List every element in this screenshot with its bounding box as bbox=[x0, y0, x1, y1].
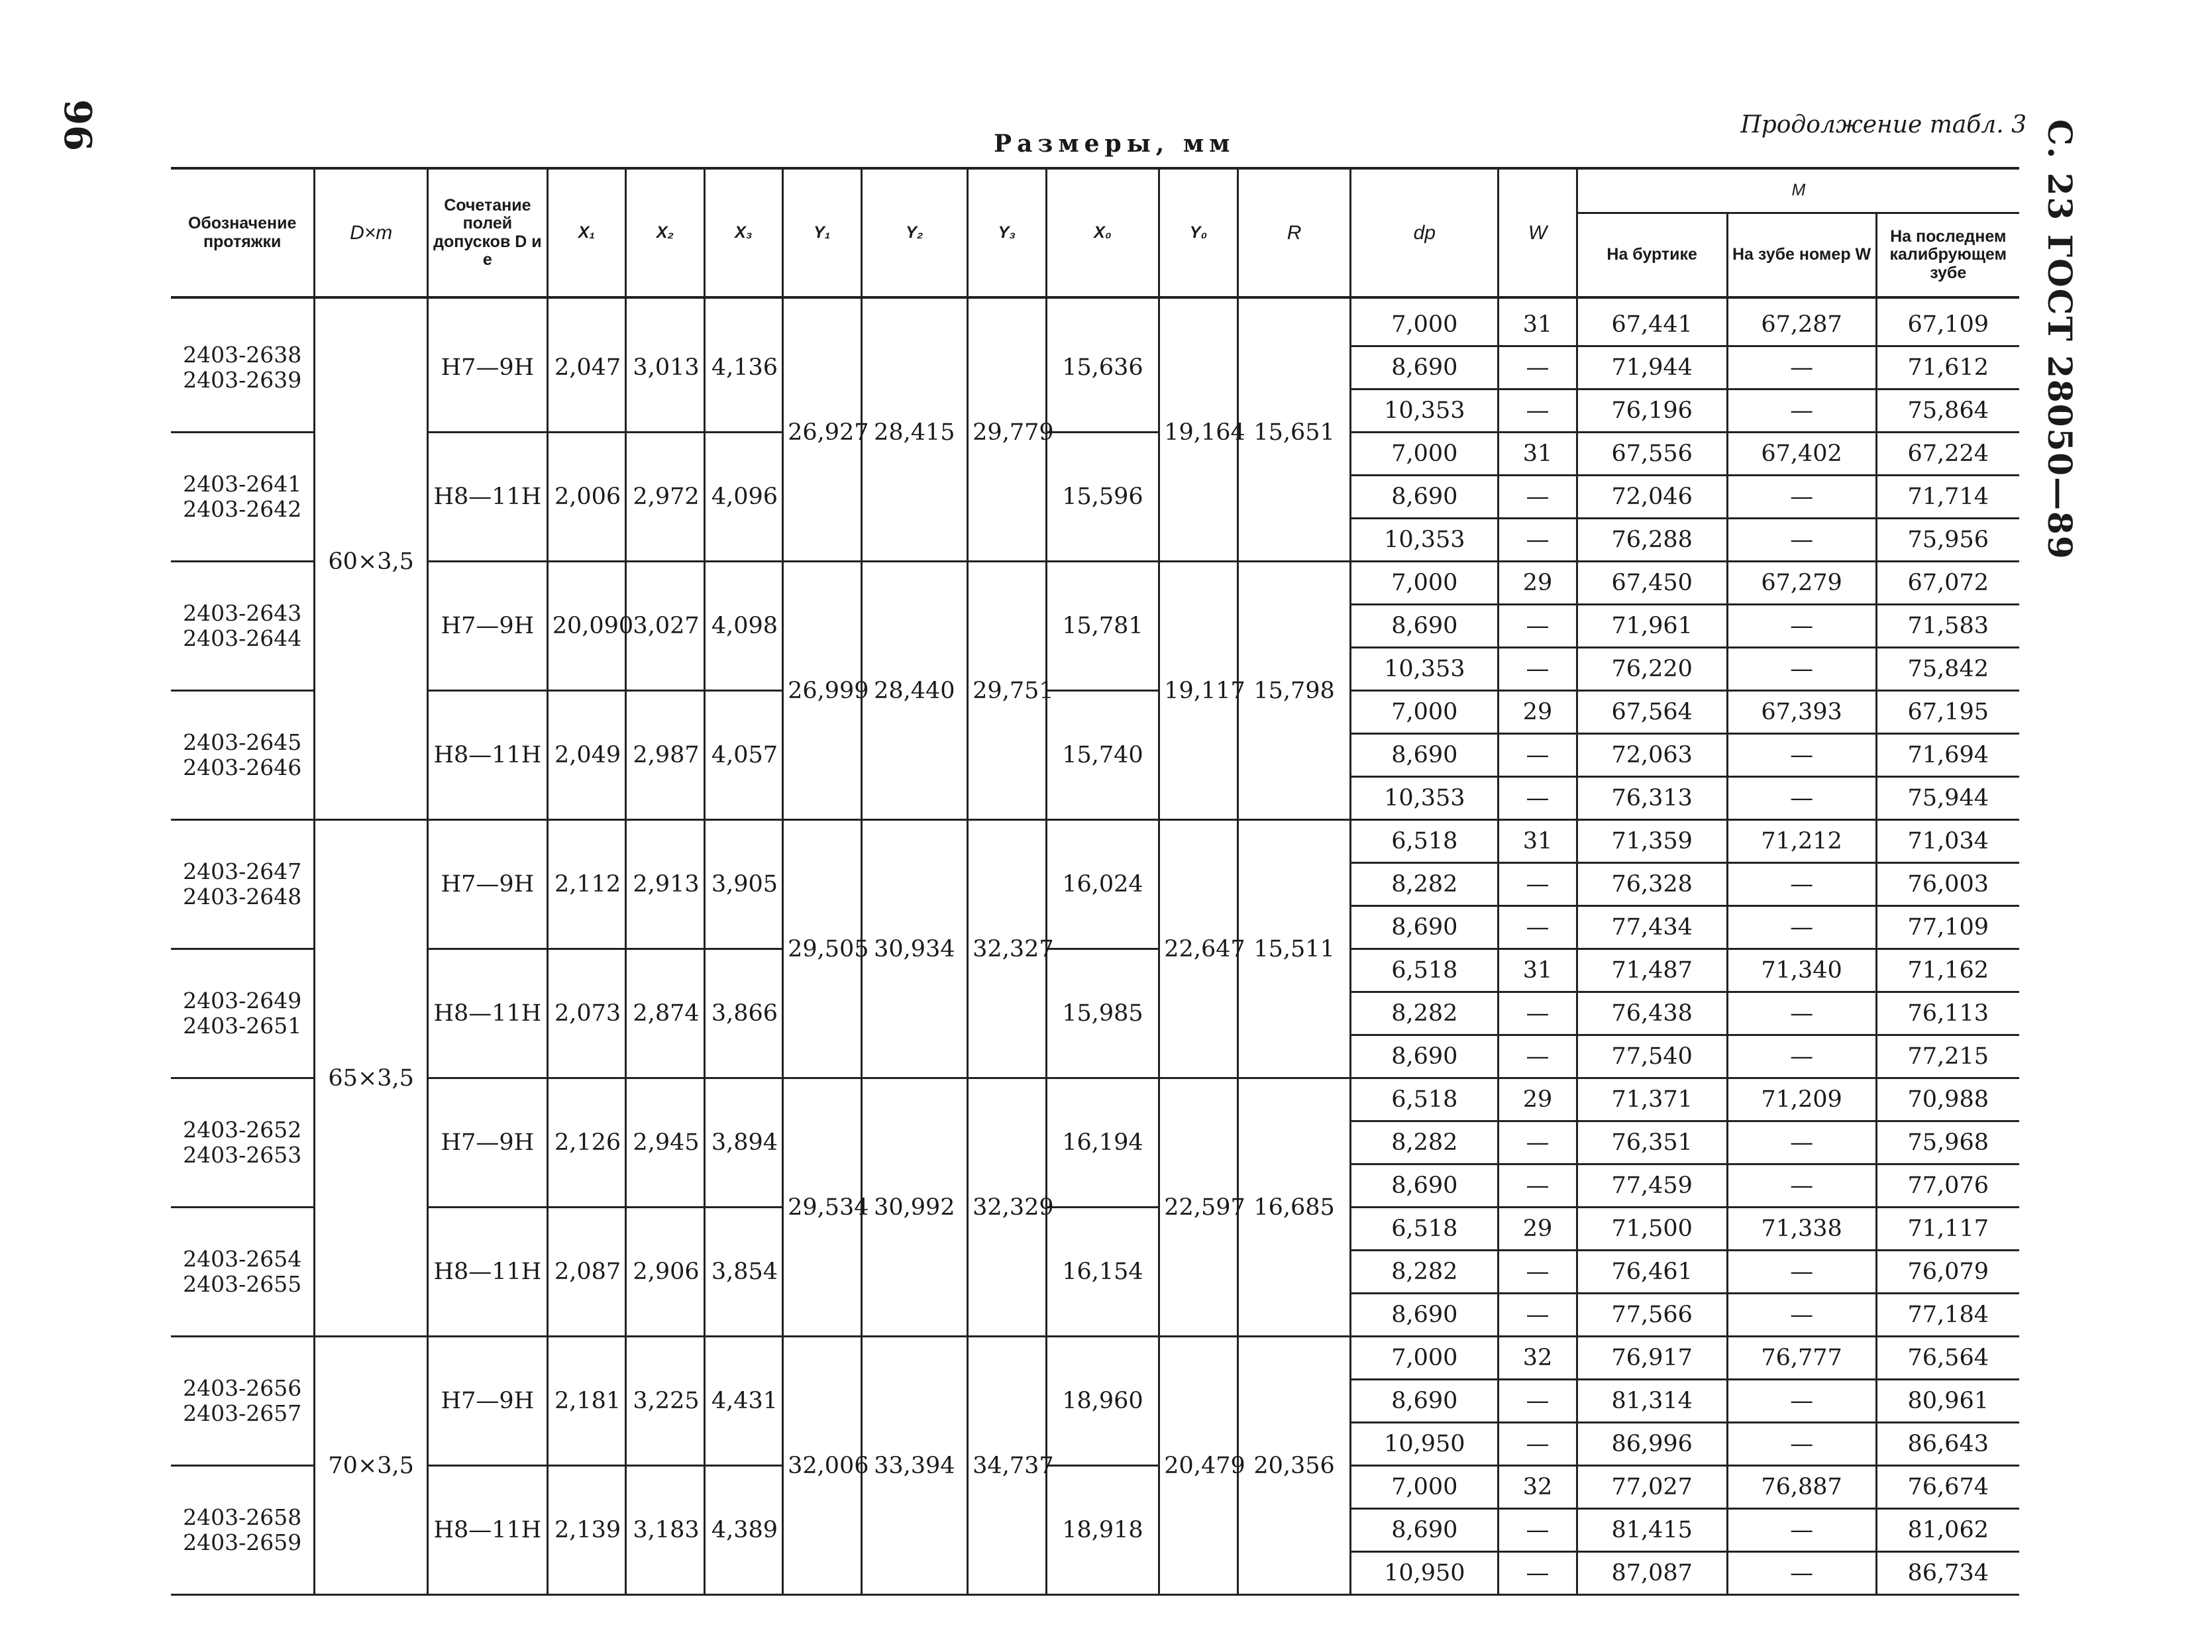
dp-cell: 10,950 bbox=[1351, 1423, 1499, 1466]
table-row bbox=[171, 1208, 2019, 1251]
designation-cell: 2403-2647 2403-2648 bbox=[171, 820, 315, 949]
x3-cell: 3,894 bbox=[704, 1078, 782, 1208]
x1-cell: 20,090 bbox=[547, 562, 625, 691]
dp-cell: 7,000 bbox=[1351, 1466, 1499, 1509]
dp-cell: 6,518 bbox=[1351, 1208, 1499, 1251]
y0-cell: 19,117 bbox=[1159, 562, 1238, 820]
m-collar-cell: 76,328 bbox=[1577, 863, 1727, 906]
m-tooth-cell: — bbox=[1727, 648, 1876, 691]
fit-cell: H7—9H bbox=[428, 297, 548, 433]
y2-cell: 28,440 bbox=[861, 562, 968, 820]
m-tooth-cell: 71,209 bbox=[1727, 1078, 1876, 1121]
x0-cell: 15,596 bbox=[1046, 433, 1159, 562]
m-collar-cell: 71,359 bbox=[1577, 820, 1727, 863]
header-m-collar: На буртике bbox=[1577, 213, 1727, 298]
dp-cell: 8,282 bbox=[1351, 992, 1499, 1035]
w-cell: — bbox=[1499, 605, 1577, 648]
m-tooth-cell: 76,777 bbox=[1727, 1337, 1876, 1380]
sizes-label: Размеры, мм bbox=[994, 130, 1236, 158]
y1-cell: 32,006 bbox=[783, 1337, 861, 1595]
w-cell: 32 bbox=[1499, 1337, 1577, 1380]
w-cell: — bbox=[1499, 476, 1577, 519]
m-collar-cell: 67,556 bbox=[1577, 433, 1727, 476]
m-tooth-cell: — bbox=[1727, 1294, 1876, 1337]
broach-dimensions-table bbox=[171, 167, 2019, 1596]
m-tooth-cell: — bbox=[1727, 1552, 1876, 1595]
w-cell: 32 bbox=[1499, 1466, 1577, 1509]
table-row bbox=[171, 691, 2019, 734]
w-cell: — bbox=[1499, 777, 1577, 820]
side-header: С. 23 ГОСТ 28050—89 bbox=[2040, 119, 2080, 560]
w-cell: — bbox=[1499, 519, 1577, 562]
x3-cell: 4,389 bbox=[704, 1466, 782, 1595]
header-y3: Y₃ bbox=[968, 168, 1046, 297]
w-cell: 31 bbox=[1499, 820, 1577, 863]
m-tooth-cell: — bbox=[1727, 1380, 1876, 1423]
m-last-cell: 75,864 bbox=[1876, 389, 2019, 433]
table-row bbox=[171, 949, 2019, 992]
dp-cell: 8,690 bbox=[1351, 1035, 1499, 1078]
header-w: W bbox=[1499, 168, 1577, 297]
w-cell: — bbox=[1499, 1294, 1577, 1337]
dp-cell: 7,000 bbox=[1351, 1337, 1499, 1380]
m-tooth-cell: 71,340 bbox=[1727, 949, 1876, 992]
dp-cell: 7,000 bbox=[1351, 562, 1499, 605]
table-header bbox=[171, 168, 2019, 297]
designation-cell: 2403-2641 2403-2642 bbox=[171, 433, 315, 562]
w-cell: — bbox=[1499, 1552, 1577, 1595]
w-cell: — bbox=[1499, 1121, 1577, 1164]
x2-cell: 3,013 bbox=[626, 297, 704, 433]
designation-cell: 2403-2638 2403-2639 bbox=[171, 297, 315, 433]
m-last-cell: 77,076 bbox=[1876, 1164, 2019, 1208]
x2-cell: 2,987 bbox=[626, 691, 704, 820]
dxm-cell: 60×3,5 bbox=[315, 297, 428, 820]
x2-cell: 2,906 bbox=[626, 1208, 704, 1337]
x0-cell: 15,740 bbox=[1046, 691, 1159, 820]
m-collar-cell: 71,944 bbox=[1577, 346, 1727, 389]
w-cell: — bbox=[1499, 1380, 1577, 1423]
w-cell: — bbox=[1499, 346, 1577, 389]
m-last-cell: 76,674 bbox=[1876, 1466, 2019, 1509]
table-body bbox=[171, 297, 2019, 1595]
dp-cell: 8,690 bbox=[1351, 1380, 1499, 1423]
header-y0: Y₀ bbox=[1159, 168, 1238, 297]
fit-cell: H7—9H bbox=[428, 562, 548, 691]
x3-cell: 4,098 bbox=[704, 562, 782, 691]
m-collar-cell: 77,459 bbox=[1577, 1164, 1727, 1208]
m-last-cell: 76,113 bbox=[1876, 992, 2019, 1035]
w-cell: — bbox=[1499, 389, 1577, 433]
m-collar-cell: 76,461 bbox=[1577, 1251, 1727, 1294]
m-tooth-cell: — bbox=[1727, 863, 1876, 906]
dp-cell: 6,518 bbox=[1351, 820, 1499, 863]
designation-cell: 2403-2649 2403-2651 bbox=[171, 949, 315, 1078]
header-r: R bbox=[1238, 168, 1351, 297]
dp-cell: 7,000 bbox=[1351, 433, 1499, 476]
m-tooth-cell: — bbox=[1727, 992, 1876, 1035]
y0-cell: 19,164 bbox=[1159, 297, 1238, 562]
x3-cell: 4,057 bbox=[704, 691, 782, 820]
header-m-last: На последнем калибрующем зубе bbox=[1876, 213, 2019, 298]
m-last-cell: 67,195 bbox=[1876, 691, 2019, 734]
m-tooth-cell: — bbox=[1727, 605, 1876, 648]
m-last-cell: 80,961 bbox=[1876, 1380, 2019, 1423]
x3-cell: 4,096 bbox=[704, 433, 782, 562]
designation-cell: 2403-2658 2403-2659 bbox=[171, 1466, 315, 1595]
m-tooth-cell: — bbox=[1727, 1035, 1876, 1078]
dp-cell: 6,518 bbox=[1351, 949, 1499, 992]
m-collar-cell: 72,046 bbox=[1577, 476, 1727, 519]
dimensions-table bbox=[171, 167, 2019, 1596]
table-row bbox=[171, 1078, 2019, 1121]
m-last-cell: 86,734 bbox=[1876, 1552, 2019, 1595]
m-last-cell: 76,079 bbox=[1876, 1251, 2019, 1294]
fit-cell: H8—11H bbox=[428, 691, 548, 820]
dp-cell: 7,000 bbox=[1351, 691, 1499, 734]
x2-cell: 3,183 bbox=[626, 1466, 704, 1595]
r-cell: 16,685 bbox=[1238, 1078, 1351, 1337]
m-last-cell: 76,003 bbox=[1876, 863, 2019, 906]
w-cell: — bbox=[1499, 1035, 1577, 1078]
m-collar-cell: 77,027 bbox=[1577, 1466, 1727, 1509]
r-cell: 15,651 bbox=[1238, 297, 1351, 562]
x0-cell: 16,154 bbox=[1046, 1208, 1159, 1337]
m-tooth-cell: — bbox=[1727, 1164, 1876, 1208]
m-collar-cell: 71,961 bbox=[1577, 605, 1727, 648]
y1-cell: 26,927 bbox=[783, 297, 861, 562]
m-last-cell: 71,694 bbox=[1876, 734, 2019, 777]
x0-cell: 15,636 bbox=[1046, 297, 1159, 433]
m-tooth-cell: — bbox=[1727, 389, 1876, 433]
x1-cell: 2,006 bbox=[547, 433, 625, 562]
m-last-cell: 75,968 bbox=[1876, 1121, 2019, 1164]
y0-cell: 22,597 bbox=[1159, 1078, 1238, 1337]
header-m: M bbox=[1577, 168, 2019, 213]
m-tooth-cell: 76,887 bbox=[1727, 1466, 1876, 1509]
y0-cell: 20,479 bbox=[1159, 1337, 1238, 1595]
dp-cell: 8,690 bbox=[1351, 906, 1499, 949]
dp-cell: 10,353 bbox=[1351, 777, 1499, 820]
x0-cell: 16,194 bbox=[1046, 1078, 1159, 1208]
table-row bbox=[171, 433, 2019, 476]
w-cell: — bbox=[1499, 1423, 1577, 1466]
m-tooth-cell: — bbox=[1727, 906, 1876, 949]
m-last-cell: 67,109 bbox=[1876, 297, 2019, 346]
m-tooth-cell: — bbox=[1727, 519, 1876, 562]
page-number: 96 bbox=[56, 99, 99, 151]
m-last-cell: 71,162 bbox=[1876, 949, 2019, 992]
x0-cell: 18,960 bbox=[1046, 1337, 1159, 1466]
m-collar-cell: 76,196 bbox=[1577, 389, 1727, 433]
m-collar-cell: 77,540 bbox=[1577, 1035, 1727, 1078]
m-collar-cell: 76,917 bbox=[1577, 1337, 1727, 1380]
dp-cell: 8,690 bbox=[1351, 734, 1499, 777]
continuation-label: Продолжение табл. 3 bbox=[1740, 111, 2027, 138]
w-cell: — bbox=[1499, 863, 1577, 906]
m-tooth-cell: 71,338 bbox=[1727, 1208, 1876, 1251]
x1-cell: 2,181 bbox=[547, 1337, 625, 1466]
x3-cell: 4,431 bbox=[704, 1337, 782, 1466]
w-cell: 29 bbox=[1499, 562, 1577, 605]
table-row bbox=[171, 297, 2019, 346]
dp-cell: 8,690 bbox=[1351, 346, 1499, 389]
fit-cell: H8—11H bbox=[428, 1466, 548, 1595]
y1-cell: 29,505 bbox=[783, 820, 861, 1078]
x1-cell: 2,087 bbox=[547, 1208, 625, 1337]
x0-cell: 15,781 bbox=[1046, 562, 1159, 691]
dxm-cell: 65×3,5 bbox=[315, 820, 428, 1337]
header-x2: X₂ bbox=[626, 168, 704, 297]
m-collar-cell: 71,487 bbox=[1577, 949, 1727, 992]
m-collar-cell: 76,313 bbox=[1577, 777, 1727, 820]
table-row bbox=[171, 562, 2019, 605]
m-collar-cell: 71,371 bbox=[1577, 1078, 1727, 1121]
w-cell: 31 bbox=[1499, 297, 1577, 346]
m-tooth-cell: 67,393 bbox=[1727, 691, 1876, 734]
dp-cell: 8,282 bbox=[1351, 863, 1499, 906]
header-dxm: D×m bbox=[315, 168, 428, 297]
x0-cell: 15,985 bbox=[1046, 949, 1159, 1078]
m-tooth-cell: — bbox=[1727, 734, 1876, 777]
m-last-cell: 77,184 bbox=[1876, 1294, 2019, 1337]
m-last-cell: 77,109 bbox=[1876, 906, 2019, 949]
m-last-cell: 75,944 bbox=[1876, 777, 2019, 820]
x0-cell: 16,024 bbox=[1046, 820, 1159, 949]
m-last-cell: 77,215 bbox=[1876, 1035, 2019, 1078]
m-collar-cell: 86,996 bbox=[1577, 1423, 1727, 1466]
dp-cell: 8,690 bbox=[1351, 476, 1499, 519]
x1-cell: 2,049 bbox=[547, 691, 625, 820]
y2-cell: 30,934 bbox=[861, 820, 968, 1078]
header-x1: X₁ bbox=[547, 168, 625, 297]
designation-cell: 2403-2643 2403-2644 bbox=[171, 562, 315, 691]
m-tooth-cell: — bbox=[1727, 346, 1876, 389]
header-dp: dр bbox=[1351, 168, 1499, 297]
m-tooth-cell: — bbox=[1727, 1121, 1876, 1164]
y3-cell: 29,751 bbox=[968, 562, 1046, 820]
x2-cell: 2,945 bbox=[626, 1078, 704, 1208]
m-tooth-cell: 67,279 bbox=[1727, 562, 1876, 605]
x2-cell: 3,225 bbox=[626, 1337, 704, 1466]
x2-cell: 2,913 bbox=[626, 820, 704, 949]
dp-cell: 8,690 bbox=[1351, 1164, 1499, 1208]
y3-cell: 29,779 bbox=[968, 297, 1046, 562]
header-x3: X₃ bbox=[704, 168, 782, 297]
header-x0: X₀ bbox=[1046, 168, 1159, 297]
y1-cell: 29,534 bbox=[783, 1078, 861, 1337]
m-collar-cell: 67,564 bbox=[1577, 691, 1727, 734]
table-row bbox=[171, 820, 2019, 863]
w-cell: — bbox=[1499, 1164, 1577, 1208]
w-cell: — bbox=[1499, 906, 1577, 949]
m-last-cell: 86,643 bbox=[1876, 1423, 2019, 1466]
y2-cell: 33,394 bbox=[861, 1337, 968, 1595]
y3-cell: 32,327 bbox=[968, 820, 1046, 1078]
m-tooth-cell: 71,212 bbox=[1727, 820, 1876, 863]
y1-cell: 26,999 bbox=[783, 562, 861, 820]
dp-cell: 8,282 bbox=[1351, 1251, 1499, 1294]
w-cell: — bbox=[1499, 648, 1577, 691]
m-collar-cell: 67,450 bbox=[1577, 562, 1727, 605]
x3-cell: 3,854 bbox=[704, 1208, 782, 1337]
m-last-cell: 81,062 bbox=[1876, 1509, 2019, 1552]
m-last-cell: 71,714 bbox=[1876, 476, 2019, 519]
m-collar-cell: 87,087 bbox=[1577, 1552, 1727, 1595]
m-collar-cell: 76,220 bbox=[1577, 648, 1727, 691]
m-collar-cell: 71,500 bbox=[1577, 1208, 1727, 1251]
x2-cell: 2,874 bbox=[626, 949, 704, 1078]
fit-cell: H8—11H bbox=[428, 433, 548, 562]
m-last-cell: 67,224 bbox=[1876, 433, 2019, 476]
m-tooth-cell: — bbox=[1727, 1251, 1876, 1294]
dp-cell: 8,690 bbox=[1351, 1509, 1499, 1552]
m-last-cell: 71,034 bbox=[1876, 820, 2019, 863]
m-last-cell: 67,072 bbox=[1876, 562, 2019, 605]
y2-cell: 30,992 bbox=[861, 1078, 968, 1337]
m-collar-cell: 77,566 bbox=[1577, 1294, 1727, 1337]
x1-cell: 2,139 bbox=[547, 1466, 625, 1595]
x1-cell: 2,073 bbox=[547, 949, 625, 1078]
x0-cell: 18,918 bbox=[1046, 1466, 1159, 1595]
fit-cell: H7—9H bbox=[428, 1337, 548, 1466]
dp-cell: 10,950 bbox=[1351, 1552, 1499, 1595]
m-collar-cell: 67,441 bbox=[1577, 297, 1727, 346]
y0-cell: 22,647 bbox=[1159, 820, 1238, 1078]
x3-cell: 4,136 bbox=[704, 297, 782, 433]
m-collar-cell: 81,415 bbox=[1577, 1509, 1727, 1552]
m-last-cell: 75,956 bbox=[1876, 519, 2019, 562]
m-collar-cell: 76,288 bbox=[1577, 519, 1727, 562]
m-last-cell: 76,564 bbox=[1876, 1337, 2019, 1380]
m-collar-cell: 81,314 bbox=[1577, 1380, 1727, 1423]
x1-cell: 2,126 bbox=[547, 1078, 625, 1208]
designation-cell: 2403-2645 2403-2646 bbox=[171, 691, 315, 820]
y2-cell: 28,415 bbox=[861, 297, 968, 562]
m-last-cell: 71,583 bbox=[1876, 605, 2019, 648]
m-collar-cell: 77,434 bbox=[1577, 906, 1727, 949]
w-cell: — bbox=[1499, 1251, 1577, 1294]
dp-cell: 10,353 bbox=[1351, 519, 1499, 562]
w-cell: 29 bbox=[1499, 691, 1577, 734]
dp-cell: 10,353 bbox=[1351, 389, 1499, 433]
x3-cell: 3,866 bbox=[704, 949, 782, 1078]
r-cell: 15,798 bbox=[1238, 562, 1351, 820]
x2-cell: 2,972 bbox=[626, 433, 704, 562]
header-designation: Обозначение протяжки bbox=[187, 214, 297, 251]
dxm-cell: 70×3,5 bbox=[315, 1337, 428, 1595]
fit-cell: H7—9H bbox=[428, 820, 548, 949]
m-tooth-cell: — bbox=[1727, 476, 1876, 519]
m-last-cell: 71,117 bbox=[1876, 1208, 2019, 1251]
m-collar-cell: 76,351 bbox=[1577, 1121, 1727, 1164]
w-cell: 29 bbox=[1499, 1208, 1577, 1251]
m-last-cell: 70,988 bbox=[1876, 1078, 2019, 1121]
fit-cell: H8—11H bbox=[428, 1208, 548, 1337]
w-cell: — bbox=[1499, 992, 1577, 1035]
header-fits: Сочетание полей допусков D и e bbox=[428, 168, 548, 297]
m-last-cell: 71,612 bbox=[1876, 346, 2019, 389]
dp-cell: 6,518 bbox=[1351, 1078, 1499, 1121]
table-row bbox=[171, 1337, 2019, 1380]
m-tooth-cell: 67,402 bbox=[1727, 433, 1876, 476]
dp-cell: 8,282 bbox=[1351, 1121, 1499, 1164]
w-cell: — bbox=[1499, 734, 1577, 777]
m-tooth-cell: — bbox=[1727, 777, 1876, 820]
m-tooth-cell: 67,287 bbox=[1727, 297, 1876, 346]
dp-cell: 7,000 bbox=[1351, 297, 1499, 346]
x1-cell: 2,047 bbox=[547, 297, 625, 433]
m-collar-cell: 72,063 bbox=[1577, 734, 1727, 777]
m-collar-cell: 76,438 bbox=[1577, 992, 1727, 1035]
x3-cell: 3,905 bbox=[704, 820, 782, 949]
w-cell: — bbox=[1499, 1509, 1577, 1552]
designation-cell: 2403-2656 2403-2657 bbox=[171, 1337, 315, 1466]
dp-cell: 8,690 bbox=[1351, 1294, 1499, 1337]
x2-cell: 3,027 bbox=[626, 562, 704, 691]
dp-cell: 8,690 bbox=[1351, 605, 1499, 648]
designation-cell: 2403-2652 2403-2653 bbox=[171, 1078, 315, 1208]
m-tooth-cell: — bbox=[1727, 1509, 1876, 1552]
designation-cell: 2403-2654 2403-2655 bbox=[171, 1208, 315, 1337]
r-cell: 15,511 bbox=[1238, 820, 1351, 1078]
table-row bbox=[171, 1466, 2019, 1509]
r-cell: 20,356 bbox=[1238, 1337, 1351, 1595]
x1-cell: 2,112 bbox=[547, 820, 625, 949]
header-y1: Y₁ bbox=[783, 168, 861, 297]
header-m-tooth: На зубе номер W bbox=[1727, 213, 1876, 298]
header-y2: Y₂ bbox=[861, 168, 968, 297]
fit-cell: H8—11H bbox=[428, 949, 548, 1078]
m-tooth-cell: — bbox=[1727, 1423, 1876, 1466]
y3-cell: 34,737 bbox=[968, 1337, 1046, 1595]
w-cell: 31 bbox=[1499, 949, 1577, 992]
m-last-cell: 75,842 bbox=[1876, 648, 2019, 691]
dp-cell: 10,353 bbox=[1351, 648, 1499, 691]
w-cell: 29 bbox=[1499, 1078, 1577, 1121]
y3-cell: 32,329 bbox=[968, 1078, 1046, 1337]
w-cell: 31 bbox=[1499, 433, 1577, 476]
fit-cell: H7—9H bbox=[428, 1078, 548, 1208]
